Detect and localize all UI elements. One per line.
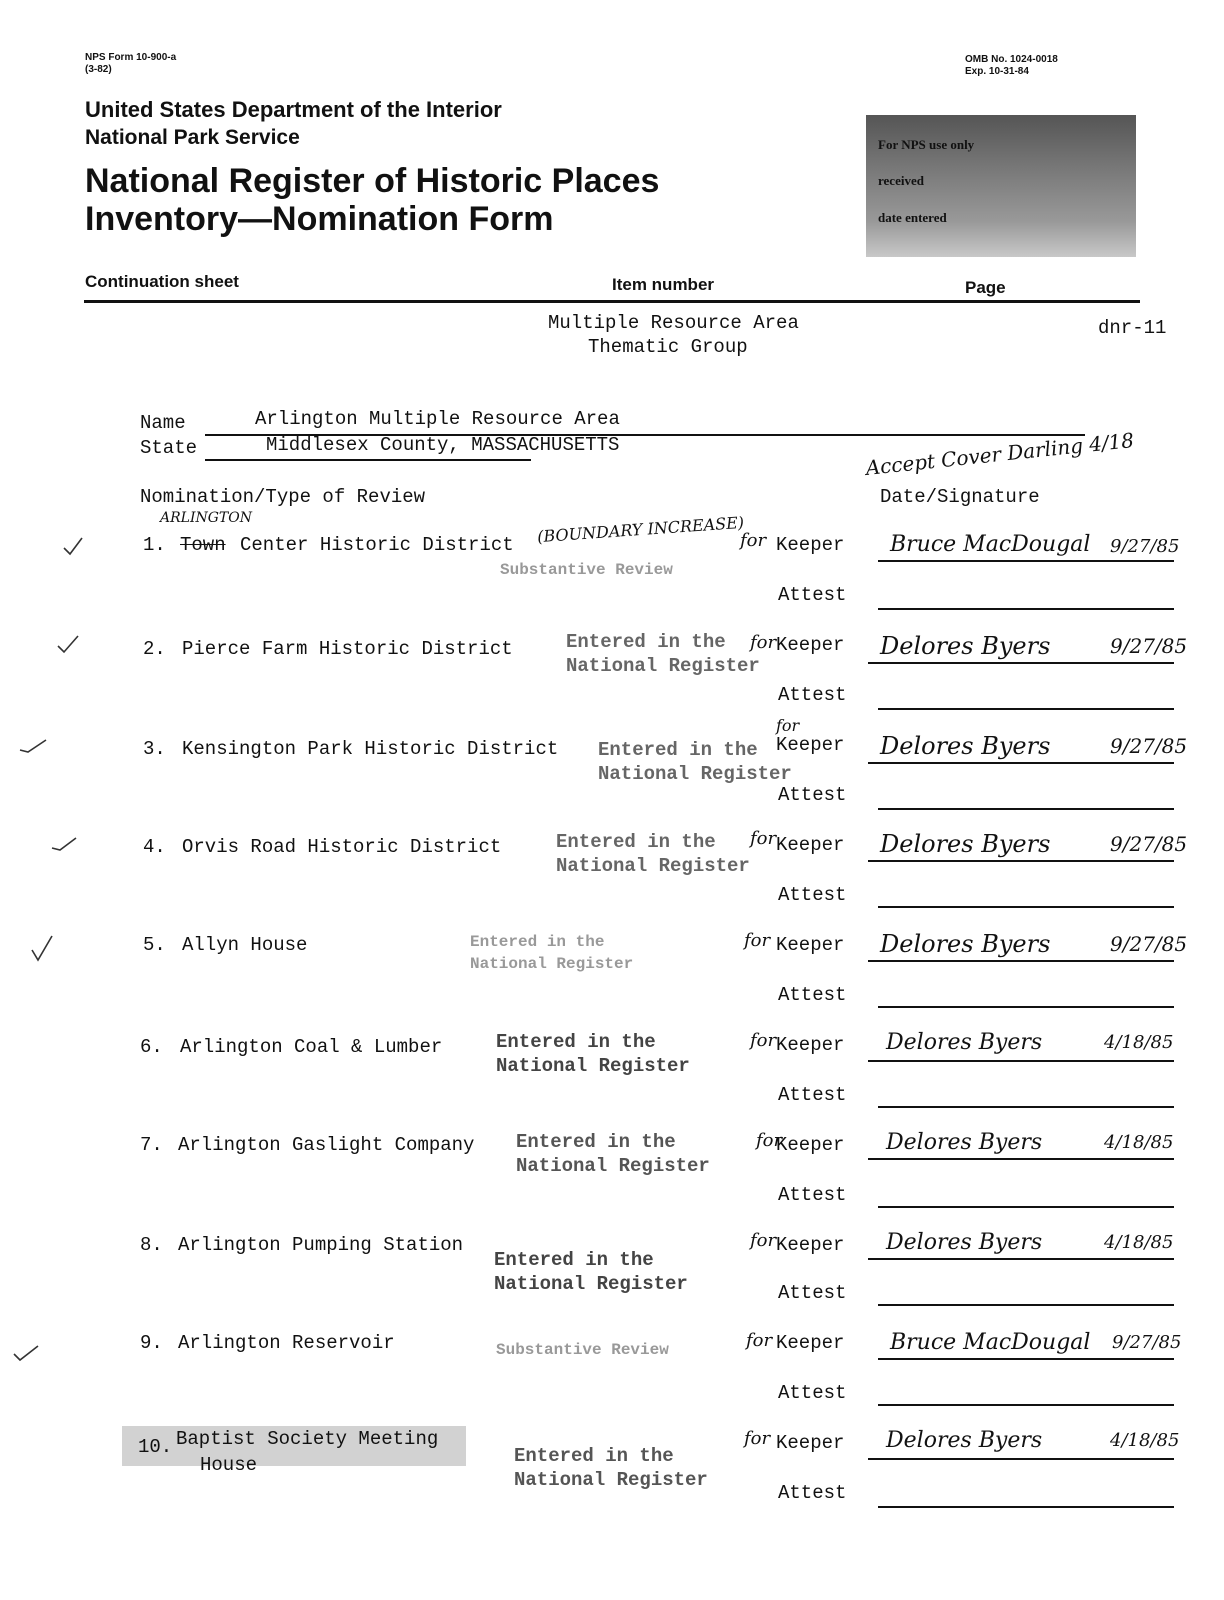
entry-9-date: 9/27/85 [1112,1332,1182,1353]
entry-8-signature: Delores Byers [886,1230,1043,1255]
entry-8-for: for [750,1230,777,1251]
group-line1: Multiple Resource Area [548,312,799,334]
entry-7-keeper-label: Keeper [776,1134,845,1156]
entry-2-name: Pierce Farm Historic District [182,638,513,660]
entry-8-attest-line [878,1304,1174,1306]
entry-7-review: Entered in the [516,1131,676,1153]
entry-3-attest-label: Attest [778,784,847,806]
entry-1-keeper-line [878,560,1174,562]
entry-7-review-line2: National Register [516,1155,710,1177]
entry-10-attest-line [878,1506,1174,1508]
entry-6-signature: Delores Byers [886,1030,1043,1055]
check-icon [14,1346,38,1360]
entry-8-keeper-label: Keeper [776,1234,845,1256]
date-signature-label: Date/Signature [880,486,1040,508]
entry-9-keeper-label: Keeper [776,1332,845,1354]
entry-10-review: Entered in the [514,1445,674,1467]
entry-10-signature: Delores Byers [886,1428,1043,1453]
entry-4-attest-line [878,906,1174,908]
entry-2-review: Entered in the [566,631,726,653]
entry-5-date: 9/27/85 [1110,932,1188,956]
entry-1-review: Substantive Review [500,561,673,579]
entry-3-name: Kensington Park Historic District [182,738,559,760]
entry-1-keeper-label: Keeper [776,534,845,556]
entry-3-keeper-label: Keeper [776,734,845,756]
form-number: NPS Form 10-900-a [85,52,177,63]
entry-3-review: Entered in the [598,739,758,761]
entry-8-name: Arlington Pumping Station [178,1234,464,1256]
entry-6-keeper-label: Keeper [776,1034,845,1056]
entry-9-keeper-line [878,1358,1174,1360]
nomination-type-label: Nomination/Type of Review [140,486,426,508]
entry-6-review-line2: National Register [496,1055,690,1077]
entry-10-name: Baptist Society Meeting [176,1428,439,1450]
entry-10-date: 4/18/85 [1110,1430,1180,1451]
name-label: Name [140,412,186,434]
group-line2: Thematic Group [588,336,748,358]
state-value: Middlesex County, MASSACHUSETTS [266,434,620,456]
check-icon [58,636,78,652]
entry-5-keeper-label: Keeper [776,934,845,956]
entry-1-date: 9/27/85 [1110,536,1180,557]
entry-7-date: 4/18/85 [1104,1132,1174,1153]
entry-1-number: 1. [143,534,166,556]
entry-2-keeper-line [868,662,1174,664]
entry-5-number: 5. [143,934,166,956]
entry-4-attest-label: Attest [778,884,847,906]
page-label: Page [965,278,1006,297]
entry-4-review-line2: National Register [556,855,750,877]
entry-3-signature: Delores Byers [880,732,1051,760]
entry-5-attest-line [878,1006,1174,1008]
entry-2-review-line2: National Register [566,655,760,677]
entry-9-signature: Bruce MacDougal [890,1330,1091,1355]
entry-1-attest-label: Attest [778,584,847,606]
entry-7-keeper-line [868,1158,1174,1160]
form-title-line1: National Register of Historic Places [85,162,660,200]
entry-10-for: for [744,1428,771,1449]
nps-received-label: received [878,173,924,188]
entry-8-keeper-line [868,1258,1174,1260]
entry-1-for: for [740,530,767,551]
nps-use-only-box [866,115,1136,257]
entry-5-name: Allyn House [182,934,308,956]
entry-8-attest-label: Attest [778,1282,847,1304]
nps-date-entered-label: date entered [878,210,947,225]
entry-7-attest-label: Attest [778,1184,847,1206]
entry-7-name: Arlington Gaslight Company [178,1134,475,1156]
entry-3-attest-line [878,808,1174,810]
nps-use-only-label: For NPS use only [878,137,975,152]
entry-2-for: for [750,632,777,653]
entry-5-attest-label: Attest [778,984,847,1006]
entry-10-name-line2: House [200,1454,258,1476]
expiration-date: Exp. 10-31-84 [965,66,1029,77]
entry-5-for: for [744,930,771,951]
entry-6-for: for [750,1030,777,1051]
entry-6-attest-label: Attest [778,1084,847,1106]
entry-3-keeper-line [868,762,1174,764]
item-number-label: Item number [612,275,715,294]
entry-4-name: Orvis Road Historic District [182,836,502,858]
state-underline [205,459,531,461]
entry-4-for: for [750,828,777,849]
entry-2-signature: Delores Byers [880,632,1051,660]
entry-1-signature: Bruce MacDougal [890,532,1091,557]
department-name: United States Department of the Interior [85,97,502,122]
check-icon [32,936,52,960]
entry-3-date: 9/27/85 [1110,734,1188,758]
entry-4-keeper-label: Keeper [776,834,845,856]
entry-2-keeper-label: Keeper [776,634,845,656]
entry-5-review-line2: National Register [470,955,634,973]
entry-3-number: 3. [143,738,166,760]
entry-9-review: Substantive Review [496,1341,669,1359]
entry-9-attest-line [878,1404,1174,1406]
entry-2-attest-line [878,708,1174,710]
header-rule [84,300,1140,303]
entry-1-attest-line [878,608,1174,610]
entry-8-review-line2: National Register [494,1273,688,1295]
entry-10-attest-label: Attest [778,1482,847,1504]
entry-6-number: 6. [140,1036,163,1058]
form-title-line2: Inventory—Nomination Form [85,200,554,238]
entry-2-number: 2. [143,638,166,660]
entry-6-review: Entered in the [496,1031,656,1053]
entry-6-attest-line [878,1106,1174,1108]
entry-8-review: Entered in the [494,1249,654,1271]
entry-6-name: Arlington Coal & Lumber [180,1036,443,1058]
entry-3-for: for [776,716,800,735]
entry-4-date: 9/27/85 [1110,832,1188,856]
entry-5-keeper-line [868,960,1174,962]
entry-4-keeper-line [868,860,1174,862]
entry-5-review: Entered in the [470,933,605,951]
entry-1-inserted: ARLINGTON [160,510,252,526]
check-icon [20,740,46,752]
entry-9-attest-label: Attest [778,1382,847,1404]
entry-3-review-line2: National Register [598,763,792,785]
accept-note: Accept Cover Darling 4/18 [864,427,1136,481]
entry-8-number: 8. [140,1234,163,1256]
entry-5-signature: Delores Byers [880,930,1051,958]
entry-7-for: for [756,1130,783,1151]
form-revision: (3-82) [85,64,112,75]
entry-7-number: 7. [140,1134,163,1156]
entry-1-name: Center Historic District [240,534,514,556]
check-icon [64,538,82,554]
name-value: Arlington Multiple Resource Area [255,408,620,430]
entry-1-struck: Town [180,534,226,556]
entry-9-number: 9. [140,1332,163,1354]
entry-4-signature: Delores Byers [880,830,1051,858]
entry-10-review-line2: National Register [514,1469,708,1491]
entry-6-date: 4/18/85 [1104,1032,1174,1053]
entry-7-signature: Delores Byers [886,1130,1043,1155]
check-icon [52,838,76,850]
page-code: dnr-11 [1098,317,1167,339]
state-label: State [140,437,198,459]
entry-4-review: Entered in the [556,831,716,853]
entry-9-for: for [746,1330,773,1351]
entry-10-number: 10. [138,1436,173,1458]
entry-2-date: 9/27/85 [1110,634,1188,658]
entry-10-keeper-line [868,1458,1174,1460]
omb-number: OMB No. 1024-0018 [965,54,1058,65]
entry-1-annotation: (BOUNDARY INCREASE) [536,512,745,547]
entry-2-attest-label: Attest [778,684,847,706]
entry-6-keeper-line [868,1060,1174,1062]
entry-10-keeper-label: Keeper [776,1432,845,1454]
continuation-sheet-label: Continuation sheet [85,272,239,291]
entry-4-number: 4. [143,836,166,858]
entry-8-date: 4/18/85 [1104,1232,1174,1253]
entry-7-attest-line [878,1206,1174,1208]
entry-9-name: Arlington Reservoir [178,1332,395,1354]
service-name: National Park Service [85,126,300,149]
